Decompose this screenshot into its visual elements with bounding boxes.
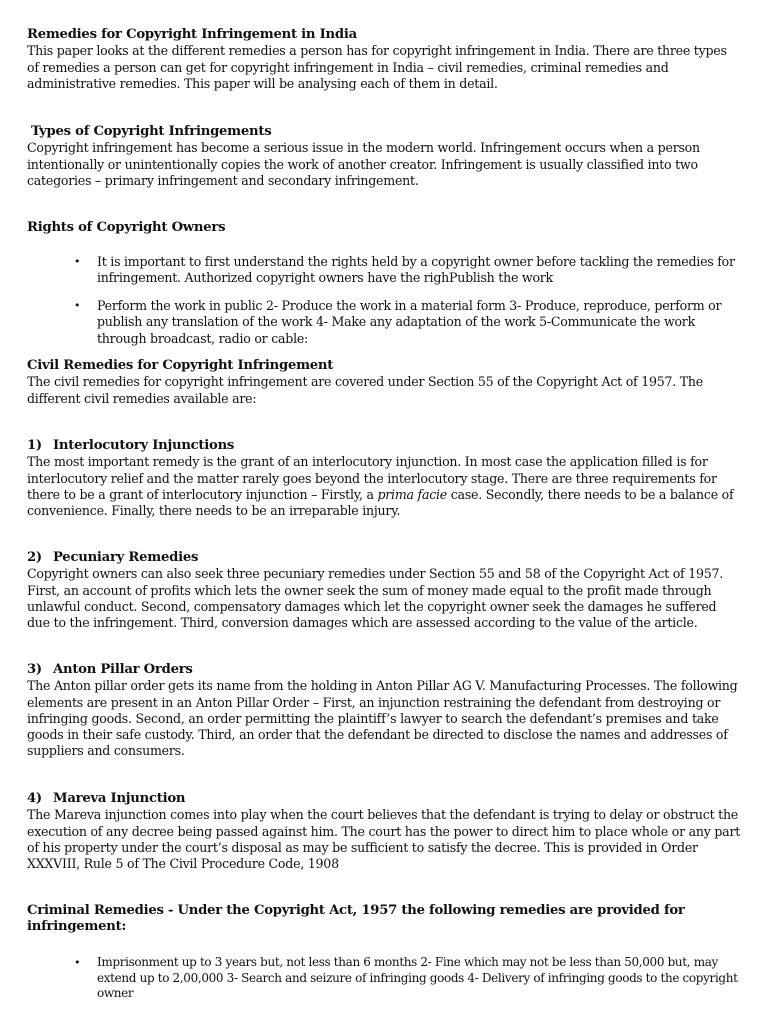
document-title: Remedies for Copyright Infringement in India [27, 27, 357, 42]
pecuniary-paragraph: Copyright owners can also seek three pecuniary remedies under Section 55 and 58 of the Copyright Act of 1957. First, an account of profits which lets the owner seek the sum of money made equal to the profit made through unlawful conduct. Second, compensatory damages which let the copyright owner seek the damages he suffered due to the infringement. Third, conversion damages which are assessed according to the value of the article. [27, 566, 724, 631]
rights-list [27, 254, 742, 287]
paragraph-text: The most important remedy is the grant of an interlocutory injunction. In most case the application filled is for interlocutory relief and the matter rarely goes beyond the interlocutory stage. There are three requirements for there to be a grant of interlocutory injunction – Firstly, a [27, 454, 717, 502]
list-item: • Imprisonment up to 3 years but, not less than 6 months 2- Fine which may not be less than 50,000 but, may extend up to 2,00,000 3- Search and seizure of infringing goods 4- Delivery of infringing goods to the copyright owner [27, 955, 742, 1002]
mareva-heading: Mareva Injunction [53, 791, 186, 806]
pecuniary-section [27, 550, 742, 631]
criminal-list [27, 955, 742, 1002]
interlocutory-section [27, 438, 742, 519]
paragraph-text: case. Secondly, there needs to be a balance of convenience. Finally, there needs to be an irreparable injury. [27, 486, 734, 519]
anton-pillar-paragraph: The Anton pillar order gets its name from the holding in Anton Pillar AG V. Manufacturing Processes. The following elements are present in an Anton Pillar Order – First, an injunction restraining the defendant from destroying or infringing goods. Second, an order permitting the plaintiff’s lawyer to search the defendant’s premises and take goods in their safe custody. Third, an order that the defendant be directed to disclose the names and addresses of suppliers and consumers. [27, 678, 738, 759]
mareva-section [27, 791, 742, 872]
interlocutory-paragraph [27, 454, 742, 519]
rights-heading: Rights of Copyright Owners [27, 220, 226, 235]
civil-heading: Civil Remedies for Copyright Infringement [27, 358, 334, 373]
section-number: 4) [27, 791, 42, 806]
intro-section [27, 27, 742, 92]
civil-paragraph: The civil remedies for copyright infringement are covered under Section 55 of the Copyright Act of 1957. The different civil remedies available are: [27, 374, 703, 406]
rights-section [27, 220, 742, 236]
criminal-heading: Criminal Remedies - Under the Copyright Act, 1957 the following remedies are provided for infringement: [27, 903, 685, 935]
types-heading: Types of Copyright Infringements [31, 124, 272, 139]
section-number: 3) [27, 662, 42, 677]
pecuniary-heading: Pecuniary Remedies [53, 550, 199, 565]
section-number: 1) [27, 438, 42, 453]
section-number: 2) [27, 550, 42, 565]
interlocutory-heading: Interlocutory Injunctions [53, 438, 235, 453]
anton-pillar-heading: Anton Pillar Orders [53, 662, 193, 677]
mareva-paragraph: The Mareva injunction comes into play when the court believes that the defendant is trying to delay or obstruct the execution of any decree being passed against him. The court has the power to direct him to place whole or any part of his property under the court’s disposal as may be sufficient to satisfy the decree. This is provided in Order XXXVIII, Rule 5 of The Civil Procedure Code, 1908 [27, 807, 741, 872]
civil-section [27, 358, 742, 407]
criminal-section [27, 903, 742, 936]
prima-facie-text: prima facie [377, 486, 447, 502]
anton-pillar-section [27, 662, 742, 760]
types-paragraph: Copyright infringement has become a serious issue in the modern world. Infringement occurs when a person intentionally or unintentionally copies the work of another creator. Infringement is usually classified into two categories – primary infringement and secondary infringement. [27, 140, 700, 188]
list-item: • It is important to first understand the rights held by a copyright owner before tackling the remedies for infringement. Authorized copyright owners have the righPublish the work [27, 254, 742, 287]
types-section [27, 124, 742, 189]
intro-paragraph: This paper looks at the different remedies a person has for copyright infringement in India. There are three types of remedies a person can get for copyright infringement in India – civil remedies, criminal remedies and administrative remedies. This paper will be analysing each of them in detail. [27, 43, 727, 91]
rights-list-continued [27, 298, 742, 347]
list-item: • Perform the work in public 2- Produce the work in a material form 3- Produce, reproduce, perform or publish any translation of the work 4- Make any adaptation of the work 5-Communicate the work through broadcast, radio or cable: [27, 298, 742, 347]
